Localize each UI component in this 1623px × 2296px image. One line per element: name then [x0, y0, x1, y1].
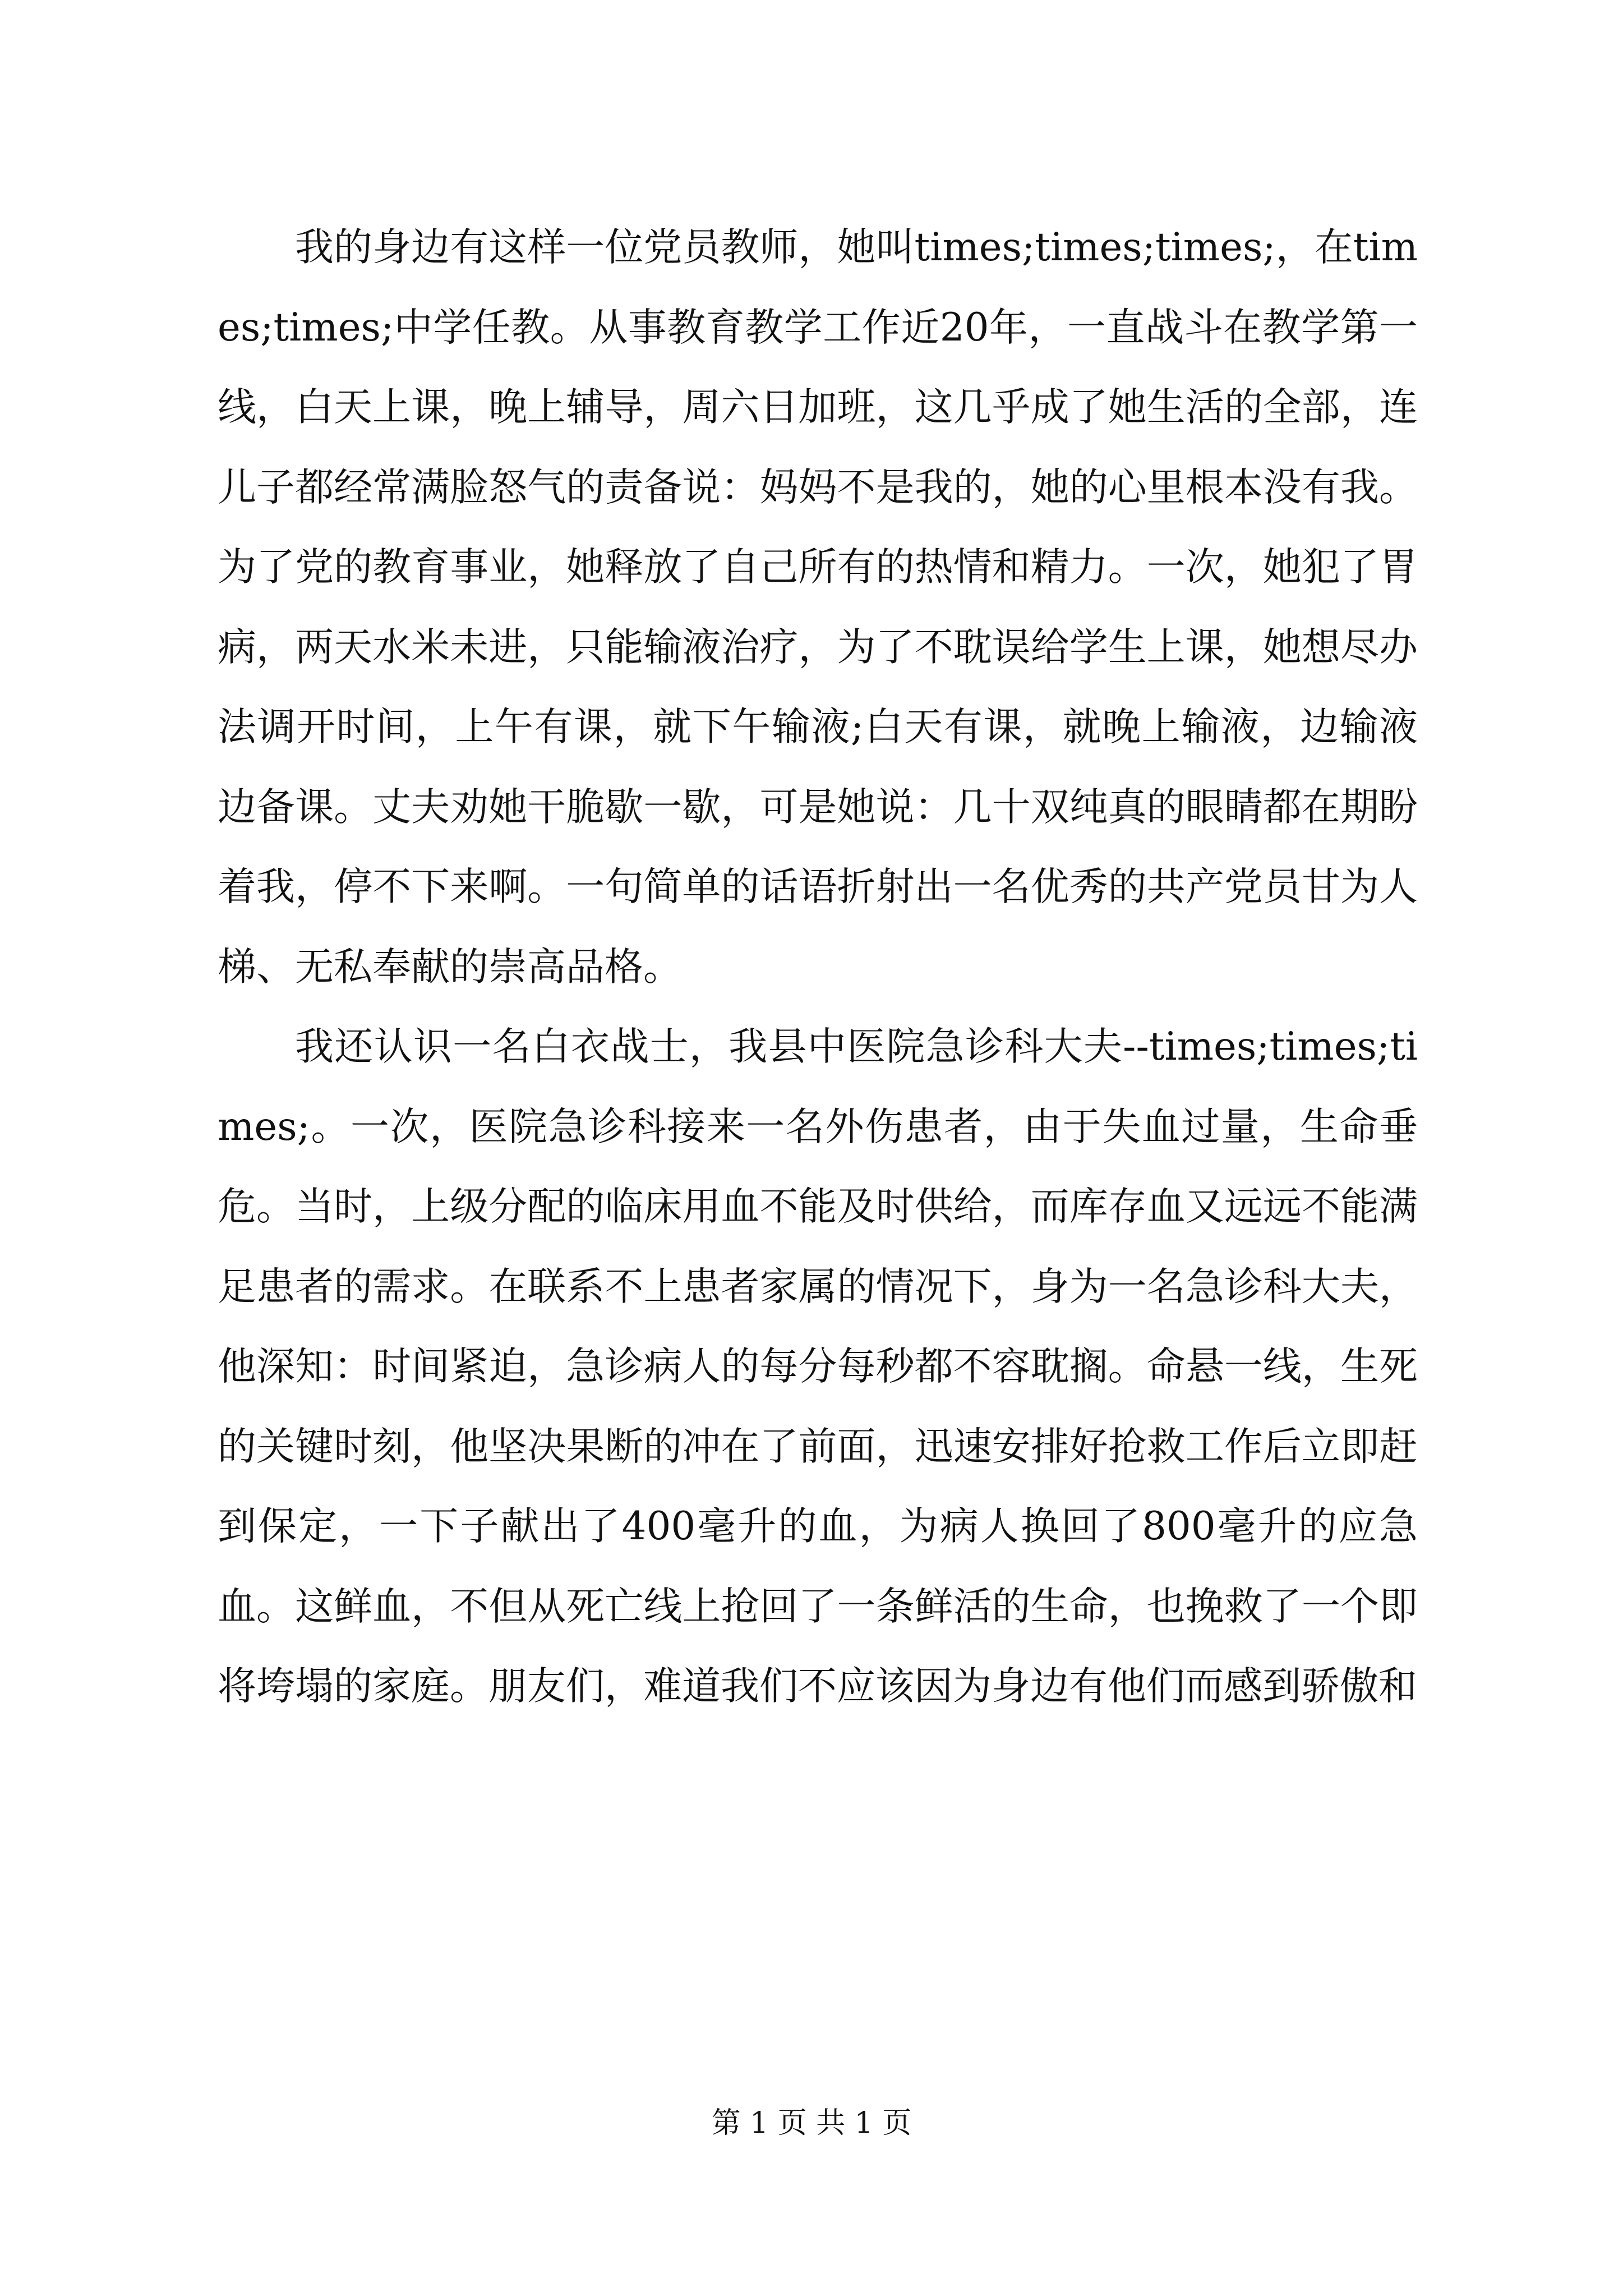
paragraph-emergency-doctor: 我还认识一名白衣战士，我县中医院急诊科大夫--times;times;times;。一次，医院急诊科接来一名外伤患者，由于失血过量，生命垂危。当时，上级分配的临床用血不能及时供给，而库存血又远远不能满足患者的需求。在联系不上患者家属的情况下，身为一名急诊科大夫，他深知：时间紧迫，急诊病人的每分每秒都不容耽搁。命悬一线，生死的关键时刻，他坚决果断的冲在了前面，迅速安排好抢救工作后立即赶到保定，一下子献出了400毫升的血，为病人换回了800毫升的应急血。这鲜血，不但从死亡线上抢回了一条鲜活的生命，也挽救了一个即将垮塌的家庭。朋友们，难道我们不应该因为身边有他们而感到骄傲和 — [218, 1024, 1418, 1709]
page-footer: 第 1 页 共 1 页 — [711, 2106, 912, 2140]
paragraph-party-teacher: 我的身边有这样一位党员教师，她叫times;times;times;，在times;times;中学任教。从事教育教学工作近20年，一直战斗在教学第一线，白天上课，晚上辅导，周六日加班，这几乎成了她生活的全部，连儿子都经常满脸怒气的责备说：妈妈不是我的，她的心里根本没有我。为了党的教育事业，她释放了自己所有的热情和精力。一次，她犯了胃病，两天水米未进，只能输液治疗，为了不耽误给学生上课，她想尽办法调开时间，上午有课，就下午输液;白天有课，就晚上输液，边输液边备课。丈夫劝她干脆歇一歇，可是她说：几十双纯真的眼睛都在期盼着我，停不下来啊。一句简单的话语折射出一名优秀的共产党员甘为人梯、无私奉献的崇高品格。 — [218, 225, 1418, 990]
document-body — [218, 208, 1418, 1727]
